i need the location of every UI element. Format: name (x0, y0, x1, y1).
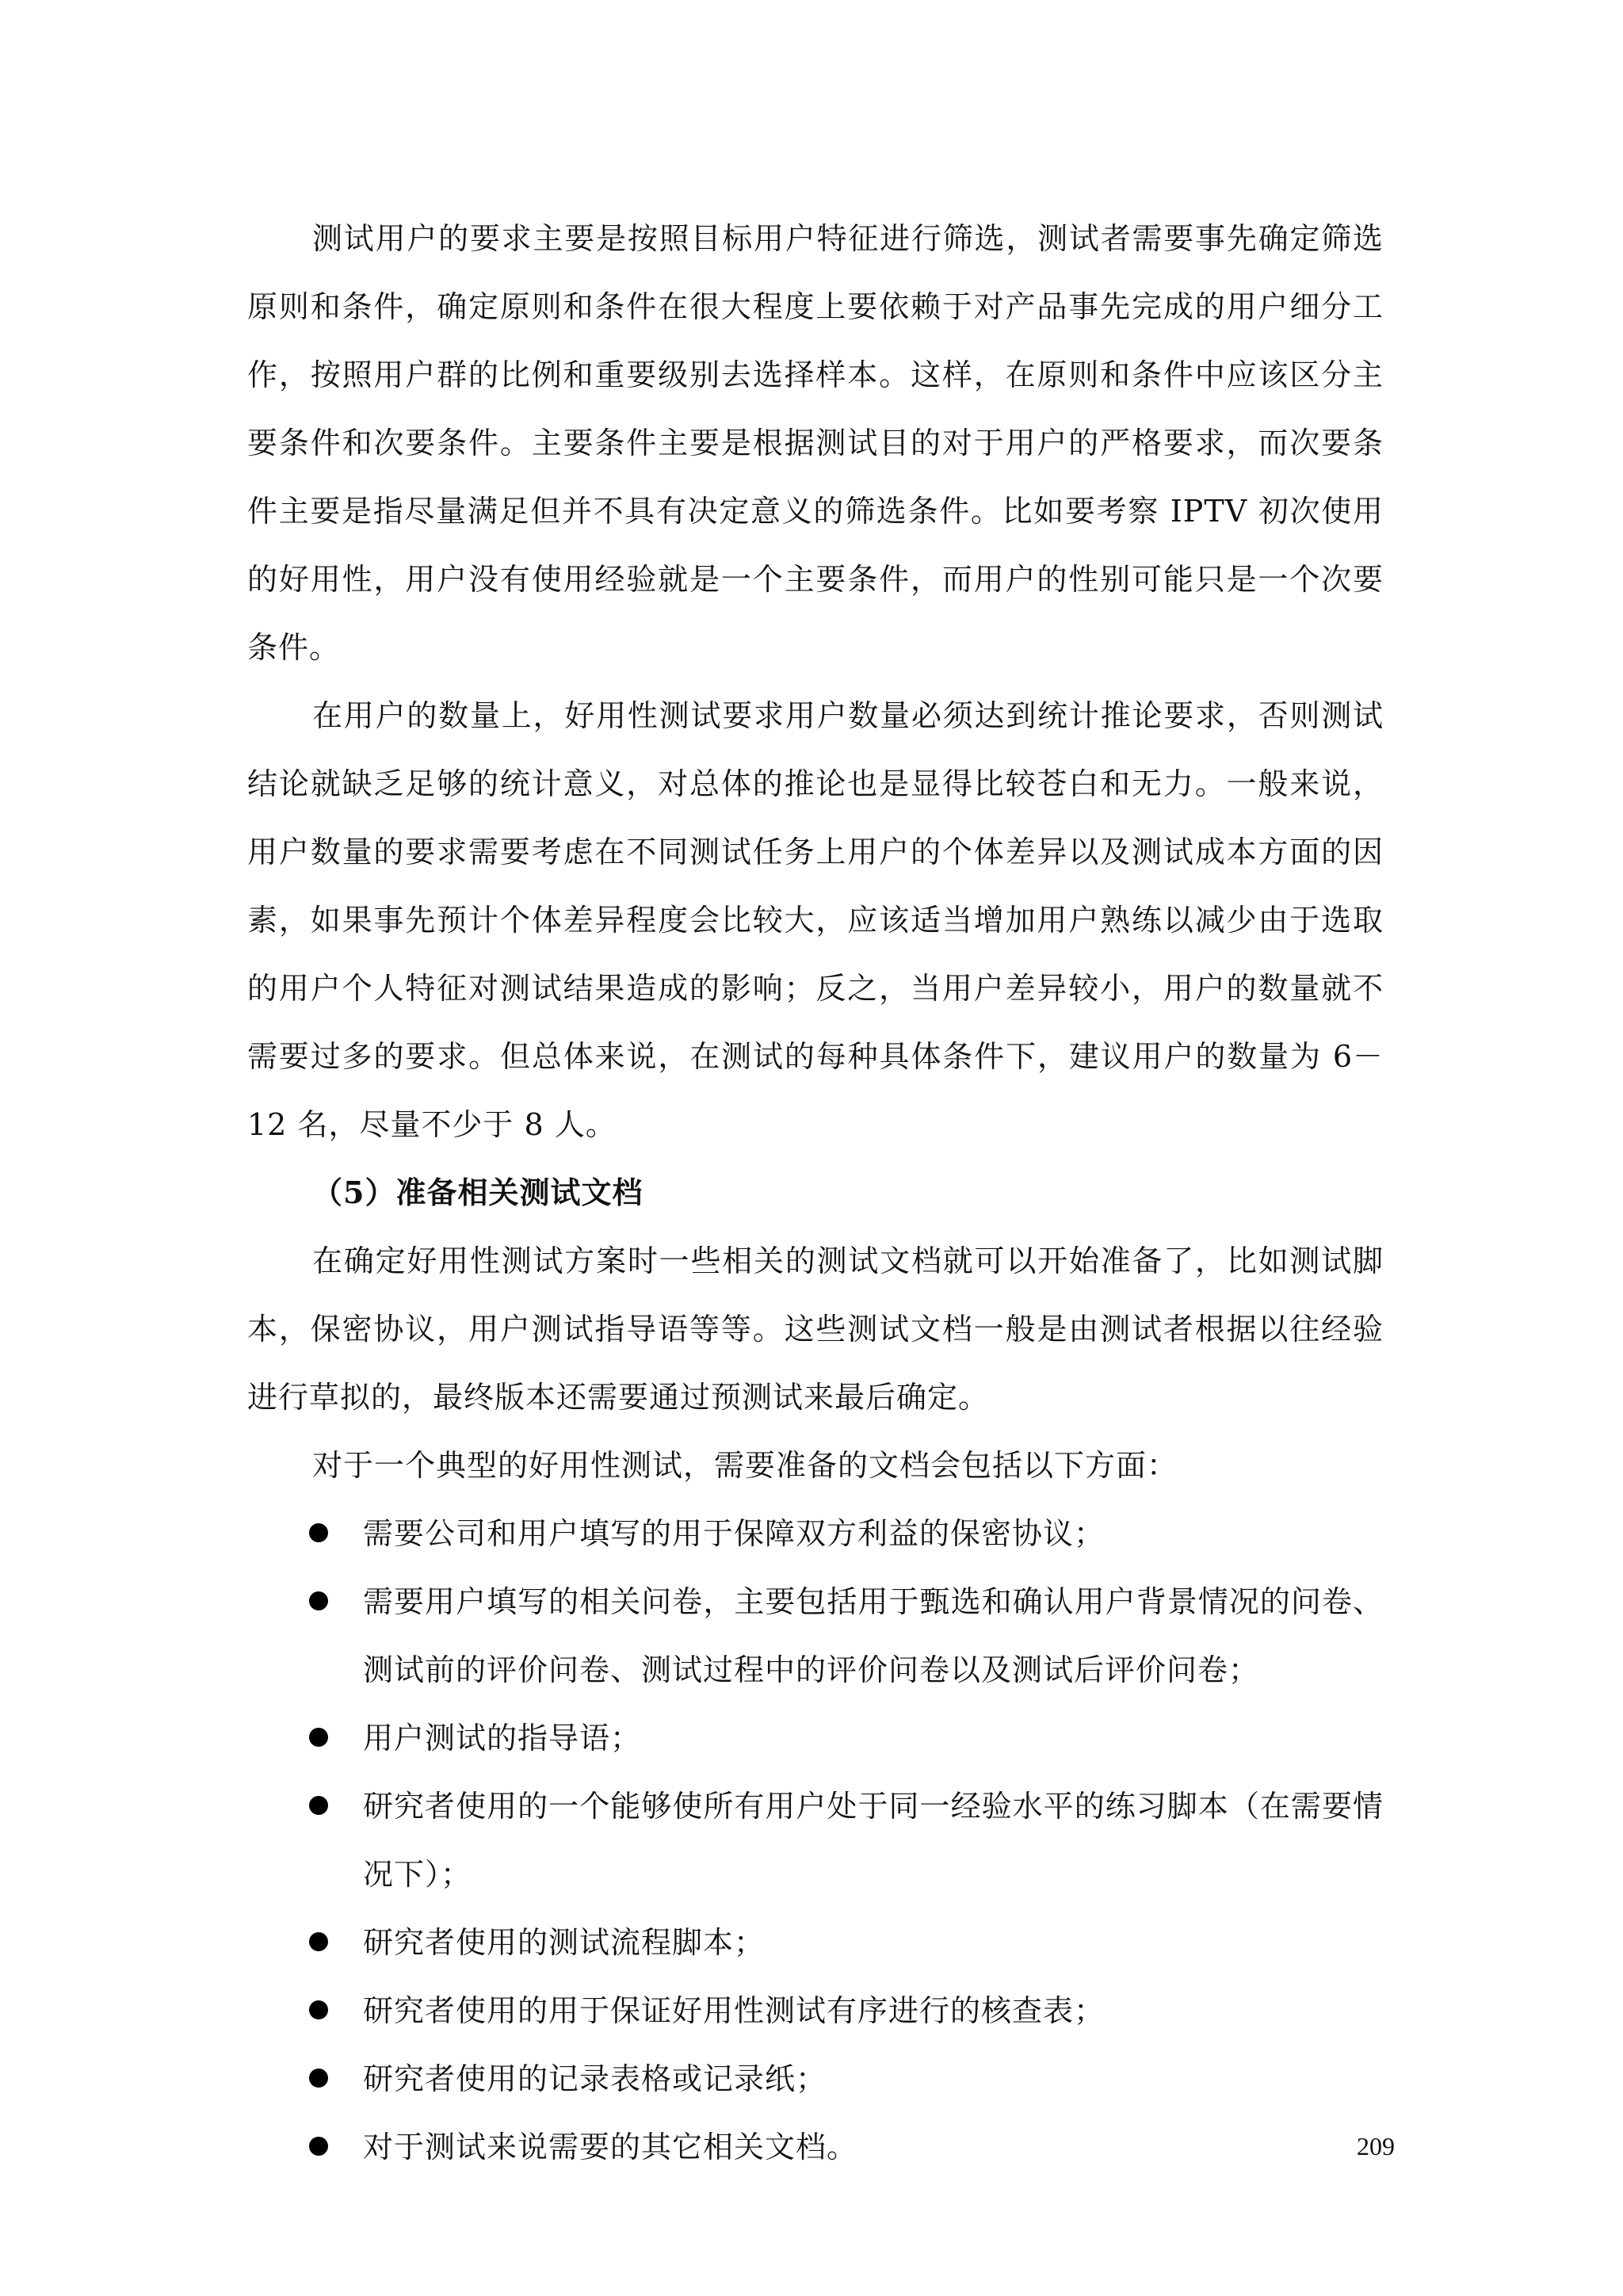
bullet-icon (309, 2069, 328, 2088)
list-item (247, 1704, 1384, 1772)
list-item (247, 1908, 1384, 1977)
section-heading: （5）准备相关测试文档 (312, 1175, 643, 1210)
paragraph-documents-intro: 对于一个典型的好用性测试，需要准备的文档会包括以下方面： (312, 1448, 1178, 1483)
bullet-icon (309, 1523, 328, 1542)
bullet-icon (309, 2137, 328, 2156)
list-item-text: 研究者使用的一个能够使所有用户处于同一经验水平的练习脚本（在需要情况下）； (363, 1789, 1384, 1892)
paragraph-user-quantity: 在用户的数量上，好用性测试要求用户数量必须达到统计推论要求，否则测试结论就缺乏足够的统计意义，对总体的推论也是显得比较苍白和无力。一般来说，用户数量的要求需要考虑在不同测试任务上用户的个体差异以及测试成本方面的因素，如果事先预计个体差异程度会比较大，应该适当增加用户熟练以减少由于选取的用户个人特征对测试结果造成的影响；反之，当用户差异较小，用户的数量就不需要过多的要求。但总体来说，在测试的每种具体条件下，建议用户的数量为 6－12 名，尽量不少于 8 人。 (247, 698, 1384, 1142)
bullet-icon (309, 1591, 328, 1610)
bullet-icon (309, 1796, 328, 1815)
list-item-text: 研究者使用的用于保证好用性测试有序进行的核查表； (363, 1993, 1106, 2028)
page-body (247, 204, 1384, 2181)
bullet-icon (309, 1728, 328, 1747)
page-number: 209 (1357, 2132, 1395, 2160)
document-list (247, 1499, 1384, 2181)
list-item (247, 1568, 1384, 1704)
list-item-text: 用户测试的指导语； (363, 1721, 642, 1755)
paragraph-test-documents: 在确定好用性测试方案时一些相关的测试文档就可以开始准备了，比如测试脚本，保密协议，用户测试指导语等等。这些测试文档一般是由测试者根据以往经验进行草拟的，最终版本还需要通过预测试来最后确定。 (247, 1244, 1384, 1415)
list-item (247, 2045, 1384, 2113)
list-item (247, 1772, 1384, 1908)
paragraph-user-requirements: 测试用户的要求主要是按照目标用户特征进行筛选，测试者需要事先确定筛选原则和条件，确定原则和条件在很大程度上要依赖于对产品事先完成的用户细分工作，按照用户群的比例和重要级别去选择样本。这样，在原则和条件中应该区分主要条件和次要条件。主要条件主要是根据测试目的对于用户的严格要求，而次要条件主要是指尽量满足但并不具有决定意义的筛选条件。比如要考察 IPTV 初次使用的好用性，用户没有使用经验就是一个主要条件，而用户的性别可能只是一个次要条件。 (247, 221, 1384, 665)
bullet-icon (309, 2000, 328, 2019)
list-item (247, 1499, 1384, 1568)
list-item-text: 研究者使用的记录表格或记录纸； (363, 2061, 827, 2096)
list-item-text: 研究者使用的测试流程脚本； (363, 1925, 766, 1960)
list-item-text: 需要用户填写的相关问卷，主要包括用于甄选和确认用户背景情况的问卷、测试前的评价问卷、测试过程中的评价问卷以及测试后评价问卷； (363, 1584, 1384, 1687)
list-item-text: 对于测试来说需要的其它相关文档。 (363, 2130, 858, 2164)
list-item (247, 2113, 1384, 2181)
bullet-icon (309, 1932, 328, 1951)
list-item (247, 1977, 1384, 2045)
list-item-text: 需要公司和用户填写的用于保障双方利益的保密协议； (363, 1516, 1106, 1551)
